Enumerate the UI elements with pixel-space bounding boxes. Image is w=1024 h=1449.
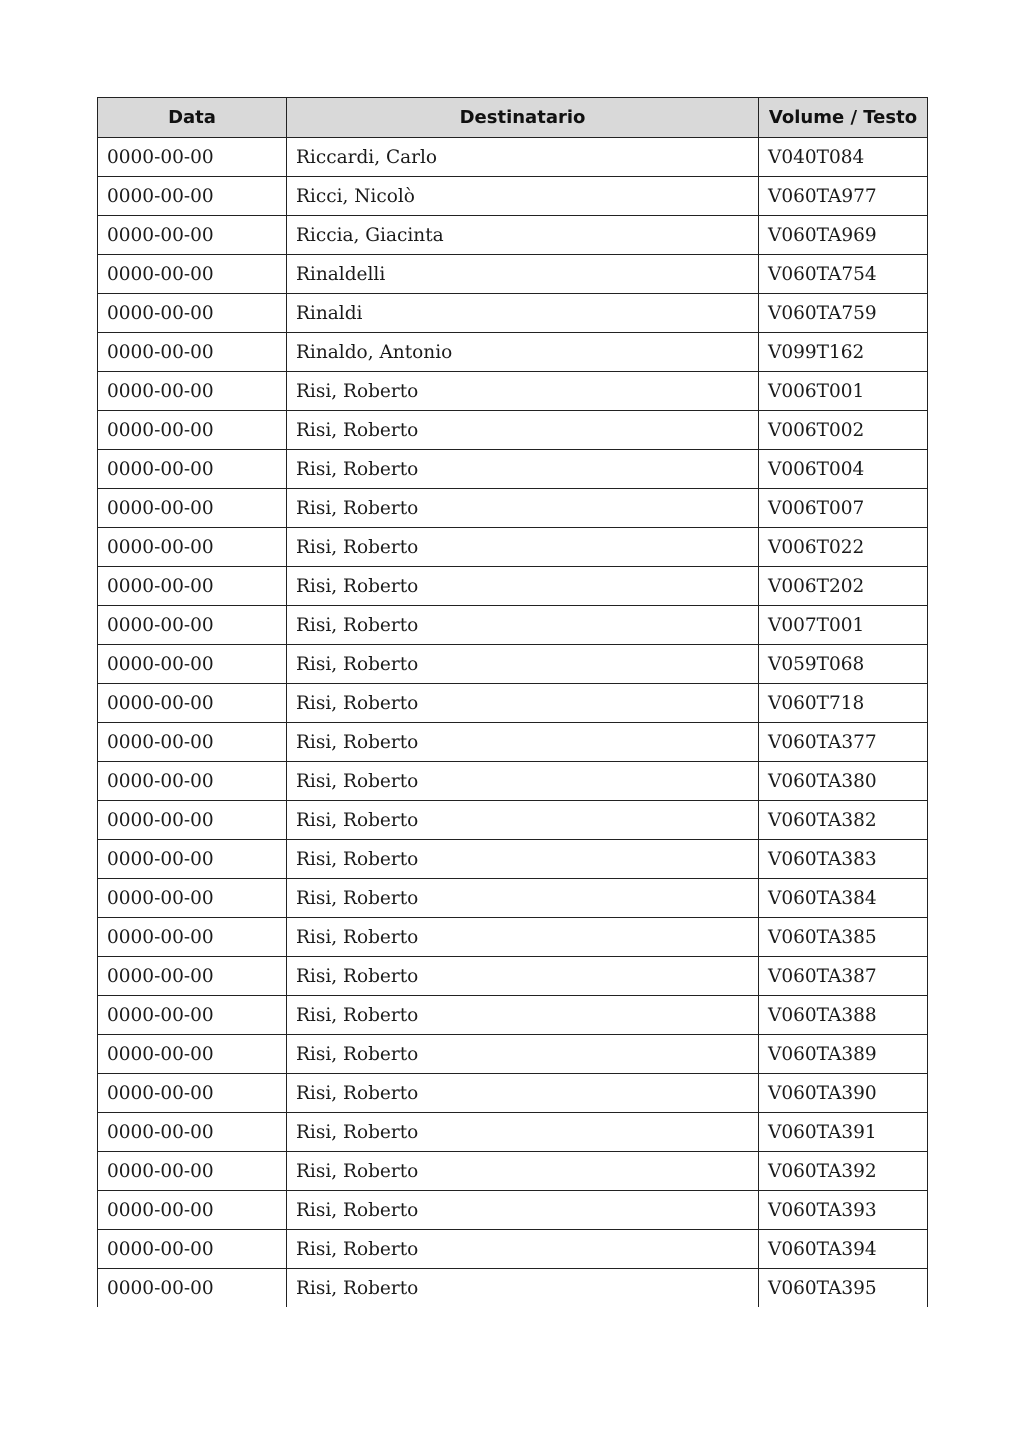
table-row bbox=[98, 879, 928, 918]
volume-cell: V060TA388 bbox=[759, 996, 928, 1035]
date-cell: 0000-00-00 bbox=[98, 1269, 287, 1308]
table-row bbox=[98, 918, 928, 957]
table-row bbox=[98, 411, 928, 450]
volume-cell: V006T001 bbox=[759, 372, 928, 411]
recipient-cell: Risi, Roberto bbox=[287, 411, 759, 450]
date-cell: 0000-00-00 bbox=[98, 996, 287, 1035]
column-header-volume: Volume / Testo bbox=[759, 98, 928, 138]
table-row bbox=[98, 1035, 928, 1074]
table-row bbox=[98, 723, 928, 762]
recipient-cell: Risi, Roberto bbox=[287, 1230, 759, 1269]
volume-cell: V099T162 bbox=[759, 333, 928, 372]
date-cell: 0000-00-00 bbox=[98, 1191, 287, 1230]
date-cell: 0000-00-00 bbox=[98, 1113, 287, 1152]
volume-cell: V060TA387 bbox=[759, 957, 928, 996]
table-body bbox=[98, 138, 928, 1308]
column-header-date: Data bbox=[98, 98, 287, 138]
volume-cell: V060TA382 bbox=[759, 801, 928, 840]
date-cell: 0000-00-00 bbox=[98, 255, 287, 294]
recipient-cell: Risi, Roberto bbox=[287, 879, 759, 918]
recipient-cell: Risi, Roberto bbox=[287, 1191, 759, 1230]
date-cell: 0000-00-00 bbox=[98, 684, 287, 723]
volume-cell: V006T022 bbox=[759, 528, 928, 567]
recipient-cell: Ricci, Nicolò bbox=[287, 177, 759, 216]
recipient-cell: Risi, Roberto bbox=[287, 918, 759, 957]
recipient-cell: Riccia, Giacinta bbox=[287, 216, 759, 255]
table-row bbox=[98, 840, 928, 879]
date-cell: 0000-00-00 bbox=[98, 606, 287, 645]
date-cell: 0000-00-00 bbox=[98, 645, 287, 684]
date-cell: 0000-00-00 bbox=[98, 723, 287, 762]
recipient-cell: Risi, Roberto bbox=[287, 1152, 759, 1191]
date-cell: 0000-00-00 bbox=[98, 840, 287, 879]
recipient-cell: Risi, Roberto bbox=[287, 762, 759, 801]
table-row bbox=[98, 372, 928, 411]
table-row bbox=[98, 567, 928, 606]
volume-cell: V060TA754 bbox=[759, 255, 928, 294]
table-row bbox=[98, 801, 928, 840]
table-row bbox=[98, 684, 928, 723]
date-cell: 0000-00-00 bbox=[98, 957, 287, 996]
table-row bbox=[98, 450, 928, 489]
volume-cell: V060TA380 bbox=[759, 762, 928, 801]
volume-cell: V006T002 bbox=[759, 411, 928, 450]
volume-cell: V040T084 bbox=[759, 138, 928, 177]
volume-cell: V060TA395 bbox=[759, 1269, 928, 1308]
volume-cell: V060TA384 bbox=[759, 879, 928, 918]
recipient-cell: Risi, Roberto bbox=[287, 1113, 759, 1152]
correspondence-table bbox=[97, 97, 928, 1307]
date-cell: 0000-00-00 bbox=[98, 177, 287, 216]
table-row bbox=[98, 294, 928, 333]
date-cell: 0000-00-00 bbox=[98, 1074, 287, 1113]
table-row bbox=[98, 489, 928, 528]
recipient-cell: Risi, Roberto bbox=[287, 684, 759, 723]
table-row bbox=[98, 177, 928, 216]
recipient-cell: Risi, Roberto bbox=[287, 489, 759, 528]
table-row bbox=[98, 957, 928, 996]
table-row bbox=[98, 762, 928, 801]
table-row bbox=[98, 138, 928, 177]
recipient-cell: Risi, Roberto bbox=[287, 723, 759, 762]
table-row bbox=[98, 528, 928, 567]
header-row bbox=[98, 98, 928, 138]
volume-cell: V059T068 bbox=[759, 645, 928, 684]
recipient-cell: Risi, Roberto bbox=[287, 840, 759, 879]
volume-cell: V060T718 bbox=[759, 684, 928, 723]
recipient-cell: Risi, Roberto bbox=[287, 957, 759, 996]
date-cell: 0000-00-00 bbox=[98, 1035, 287, 1074]
table-row bbox=[98, 996, 928, 1035]
table-row bbox=[98, 1113, 928, 1152]
table-row bbox=[98, 1230, 928, 1269]
date-cell: 0000-00-00 bbox=[98, 762, 287, 801]
date-cell: 0000-00-00 bbox=[98, 1230, 287, 1269]
date-cell: 0000-00-00 bbox=[98, 567, 287, 606]
recipient-cell: Riccardi, Carlo bbox=[287, 138, 759, 177]
date-cell: 0000-00-00 bbox=[98, 138, 287, 177]
recipient-cell: Risi, Roberto bbox=[287, 450, 759, 489]
recipient-cell: Rinaldo, Antonio bbox=[287, 333, 759, 372]
recipient-cell: Risi, Roberto bbox=[287, 996, 759, 1035]
table-row bbox=[98, 255, 928, 294]
recipient-cell: Risi, Roberto bbox=[287, 1074, 759, 1113]
date-cell: 0000-00-00 bbox=[98, 411, 287, 450]
recipient-cell: Risi, Roberto bbox=[287, 645, 759, 684]
date-cell: 0000-00-00 bbox=[98, 372, 287, 411]
table-header bbox=[98, 98, 928, 138]
table-row bbox=[98, 606, 928, 645]
volume-cell: V060TA392 bbox=[759, 1152, 928, 1191]
table-row bbox=[98, 216, 928, 255]
volume-cell: V060TA383 bbox=[759, 840, 928, 879]
date-cell: 0000-00-00 bbox=[98, 450, 287, 489]
date-cell: 0000-00-00 bbox=[98, 294, 287, 333]
recipient-cell: Risi, Roberto bbox=[287, 606, 759, 645]
volume-cell: V060TA385 bbox=[759, 918, 928, 957]
date-cell: 0000-00-00 bbox=[98, 216, 287, 255]
recipient-cell: Risi, Roberto bbox=[287, 528, 759, 567]
date-cell: 0000-00-00 bbox=[98, 801, 287, 840]
volume-cell: V060TA390 bbox=[759, 1074, 928, 1113]
volume-cell: V006T202 bbox=[759, 567, 928, 606]
date-cell: 0000-00-00 bbox=[98, 879, 287, 918]
recipient-cell: Risi, Roberto bbox=[287, 1035, 759, 1074]
recipient-cell: Risi, Roberto bbox=[287, 1269, 759, 1308]
recipient-cell: Rinaldelli bbox=[287, 255, 759, 294]
volume-cell: V060TA391 bbox=[759, 1113, 928, 1152]
table-row bbox=[98, 1152, 928, 1191]
table-row bbox=[98, 1074, 928, 1113]
recipient-cell: Risi, Roberto bbox=[287, 372, 759, 411]
volume-cell: V060TA394 bbox=[759, 1230, 928, 1269]
date-cell: 0000-00-00 bbox=[98, 333, 287, 372]
volume-cell: V006T007 bbox=[759, 489, 928, 528]
date-cell: 0000-00-00 bbox=[98, 528, 287, 567]
table-row bbox=[98, 1269, 928, 1308]
table-row bbox=[98, 333, 928, 372]
volume-cell: V060TA377 bbox=[759, 723, 928, 762]
volume-cell: V060TA389 bbox=[759, 1035, 928, 1074]
volume-cell: V060TA969 bbox=[759, 216, 928, 255]
recipient-cell: Rinaldi bbox=[287, 294, 759, 333]
volume-cell: V060TA759 bbox=[759, 294, 928, 333]
table-row bbox=[98, 645, 928, 684]
volume-cell: V007T001 bbox=[759, 606, 928, 645]
volume-cell: V060TA977 bbox=[759, 177, 928, 216]
volume-cell: V006T004 bbox=[759, 450, 928, 489]
date-cell: 0000-00-00 bbox=[98, 918, 287, 957]
date-cell: 0000-00-00 bbox=[98, 1152, 287, 1191]
volume-cell: V060TA393 bbox=[759, 1191, 928, 1230]
table-row bbox=[98, 1191, 928, 1230]
recipient-cell: Risi, Roberto bbox=[287, 801, 759, 840]
column-header-recipient: Destinatario bbox=[287, 98, 759, 138]
recipient-cell: Risi, Roberto bbox=[287, 567, 759, 606]
date-cell: 0000-00-00 bbox=[98, 489, 287, 528]
